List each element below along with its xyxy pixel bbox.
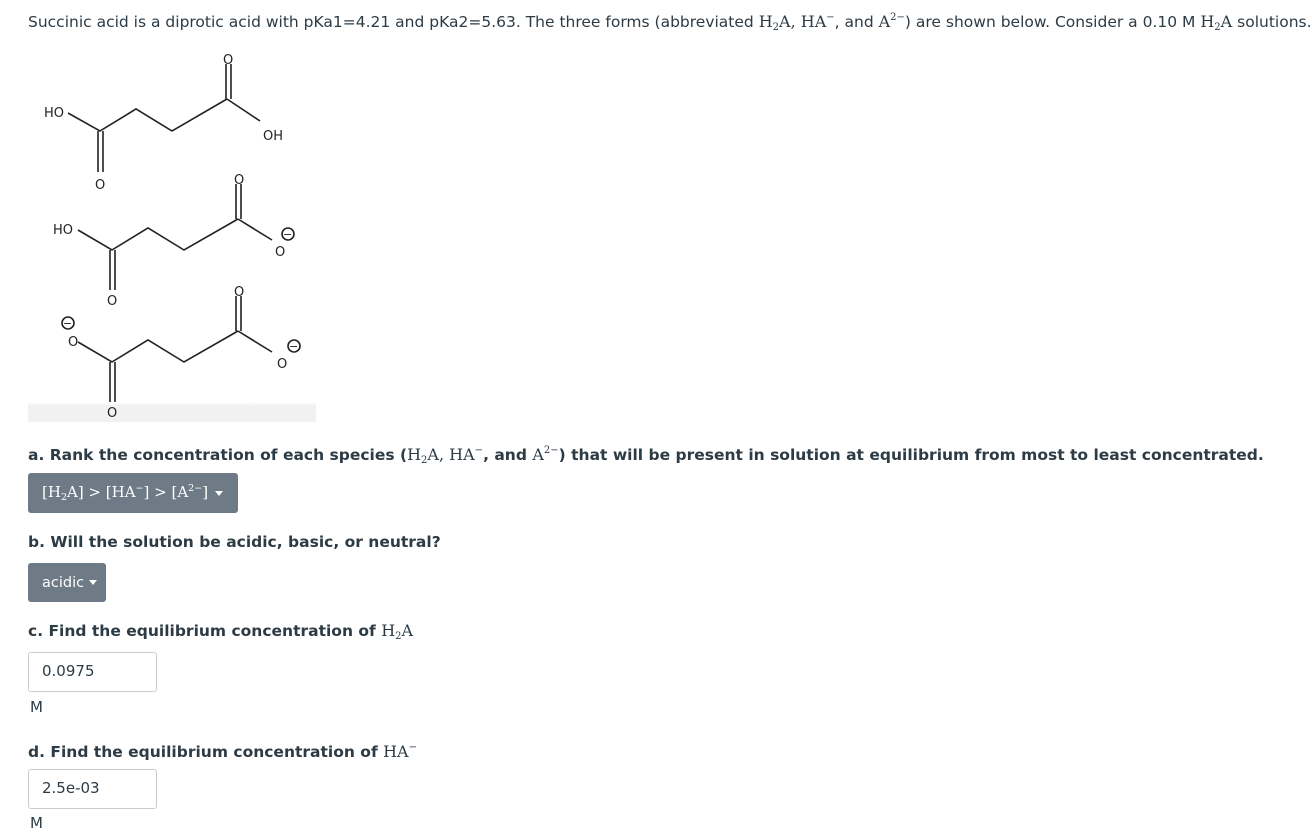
intro-part: solutions.	[1232, 13, 1312, 31]
atom-label-o: O	[234, 285, 245, 300]
atom-label-o: O	[95, 178, 106, 193]
atom-label-o: O	[107, 294, 118, 309]
formula-ha: HA−	[800, 12, 835, 31]
atom-label-oh: OH	[263, 129, 284, 144]
question-b-title: b. Will the solution be acidic, basic, or neutral?	[28, 533, 441, 551]
question-d-title: d. Find the equilibrium concentration of HA−	[28, 742, 417, 761]
atom-label-o: O	[275, 245, 286, 260]
charge-minus: −	[283, 228, 293, 241]
h2a-concentration-input[interactable]	[28, 652, 157, 692]
charge-minus: −	[63, 317, 73, 330]
chevron-down-icon	[215, 491, 223, 496]
intro-part: ) are shown below. Consider a 0.10 M	[904, 13, 1201, 31]
intro-part: , and	[834, 13, 879, 31]
chevron-down-icon	[89, 580, 97, 585]
question-c-title: c. Find the equilibrium concentration of $H_2A$	[28, 621, 414, 642]
formula-a2: $A^{2-}$	[878, 12, 905, 31]
ha-concentration-input[interactable]	[28, 769, 157, 809]
formula-h2a: $H_2A$,	[407, 445, 450, 466]
formula-ha: HA−	[449, 445, 484, 464]
a2-backbone	[78, 331, 238, 362]
atom-label-ho: HO	[53, 223, 74, 238]
molecule-structures-panel	[28, 44, 316, 422]
charge-minus: −	[289, 340, 299, 353]
atom-label-o: O	[277, 357, 288, 372]
question-a-title: a. Rank the concentration of each species ($H_2A$, HA−, and $A^{2-}$) that will be present in solution at equilibrium from most to least concentrated.	[28, 445, 1264, 466]
intro-text	[28, 7, 1312, 39]
ha-backbone	[78, 219, 238, 250]
formula-h2a: $H_2A$	[1200, 12, 1233, 33]
atom-label-ho: HO	[44, 106, 65, 121]
h2a-concentration-value: 0.0975	[42, 662, 95, 680]
h2a-backbone	[68, 99, 227, 131]
atom-label-o: O	[223, 53, 234, 68]
atom-label-o: O	[107, 406, 118, 421]
rank-order-selected-value: $[H_2A] > [HA^-] > [A^{2-}]$	[42, 483, 209, 503]
formula-a2: $A^{2-}$	[532, 445, 559, 464]
h2a-c-oh-bond	[227, 99, 260, 121]
ha-concentration-value: 2.5e-03	[42, 779, 100, 797]
acidity-dropdown[interactable]	[28, 563, 106, 602]
intro-part: Succinic acid is a diprotic acid with pKa1=4.21 and pKa2=5.63. The three forms (abbreviated	[28, 13, 759, 31]
atom-label-o: O	[68, 335, 79, 350]
formula-ha: HA−	[383, 742, 417, 761]
atom-label-o: O	[234, 173, 245, 188]
formula-h2a: $H_2A$	[381, 621, 414, 642]
rank-order-dropdown[interactable]	[28, 473, 238, 513]
acidity-selected-value: acidic	[42, 574, 85, 591]
formula-h2a: $H_2A$,	[758, 12, 801, 33]
h2a-unit-label: M	[30, 698, 43, 716]
ha-unit-label: M	[30, 814, 43, 832]
molecule-structures-image	[28, 44, 316, 422]
